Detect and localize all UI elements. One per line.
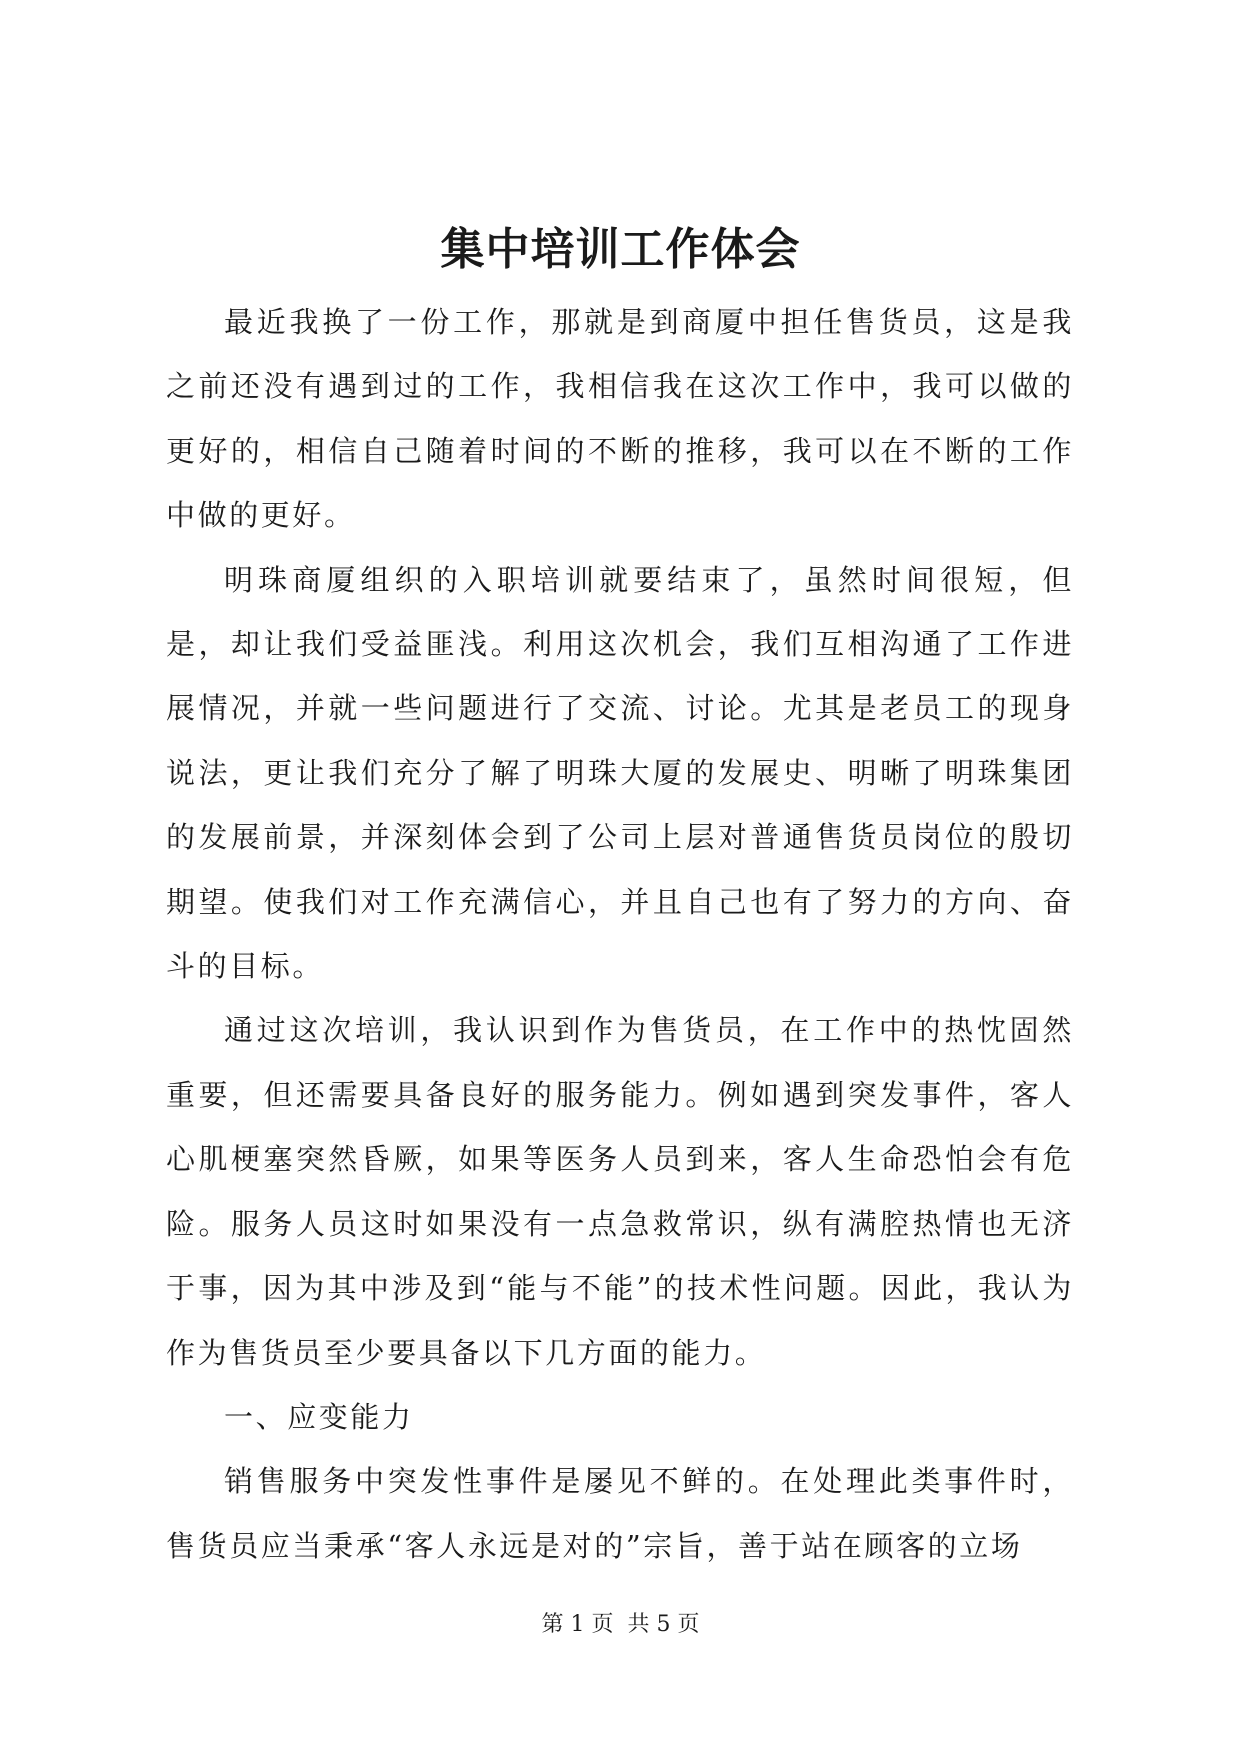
- page-number-label: 第 1 页 共 5 页: [541, 1612, 700, 1637]
- paragraph: 销售服务中突发性事件是屡见不鲜的。在处理此类事件时，售货员应当秉承“客人永远是对的”宗旨，善于站在顾客的立场: [166, 1464, 1074, 1563]
- page-footer: [0, 1610, 1241, 1640]
- document-title: 集中培训工作体会: [440, 224, 801, 275]
- paragraph: 最近我换了一份工作，那就是到商厦中担任售货员，这是我之前还没有遇到过的工作，我相信我在这次工作中，我可以做的更好的，相信自己随着时间的不断的推移，我可以在不断的工作中做的更好。: [166, 305, 1074, 533]
- section-heading: 一、应变能力: [224, 1399, 414, 1434]
- paragraph: 通过这次培训，我认识到作为售货员，在工作中的热忱固然重要，但还需要具备良好的服务能力。例如遇到突发事件，客人心肌梗塞突然昏厥，如果等医务人员到来，客人生命恐怕会有危险。服务人员这时如果没有一点急救常识，纵有满腔热情也无济于事，因为其中涉及到“能与不能”的技术性问题。因此，我认为作为售货员至少要具备以下几方面的能力。: [166, 1013, 1074, 1370]
- document-body: [166, 290, 1074, 1578]
- paragraph: 明珠商厦组织的入职培训就要结束了，虽然时间很短，但是，却让我们受益匪浅。利用这次机会，我们互相沟通了工作进展情况，并就一些问题进行了交流、讨论。尤其是老员工的现身说法，更让我们充分了解了明珠大厦的发展史、明晰了明珠集团的发展前景，并深刻体会到了公司上层对普通售货员岗位的殷切期望。使我们对工作充满信心，并且自己也有了努力的方向、奋斗的目标。: [166, 562, 1074, 984]
